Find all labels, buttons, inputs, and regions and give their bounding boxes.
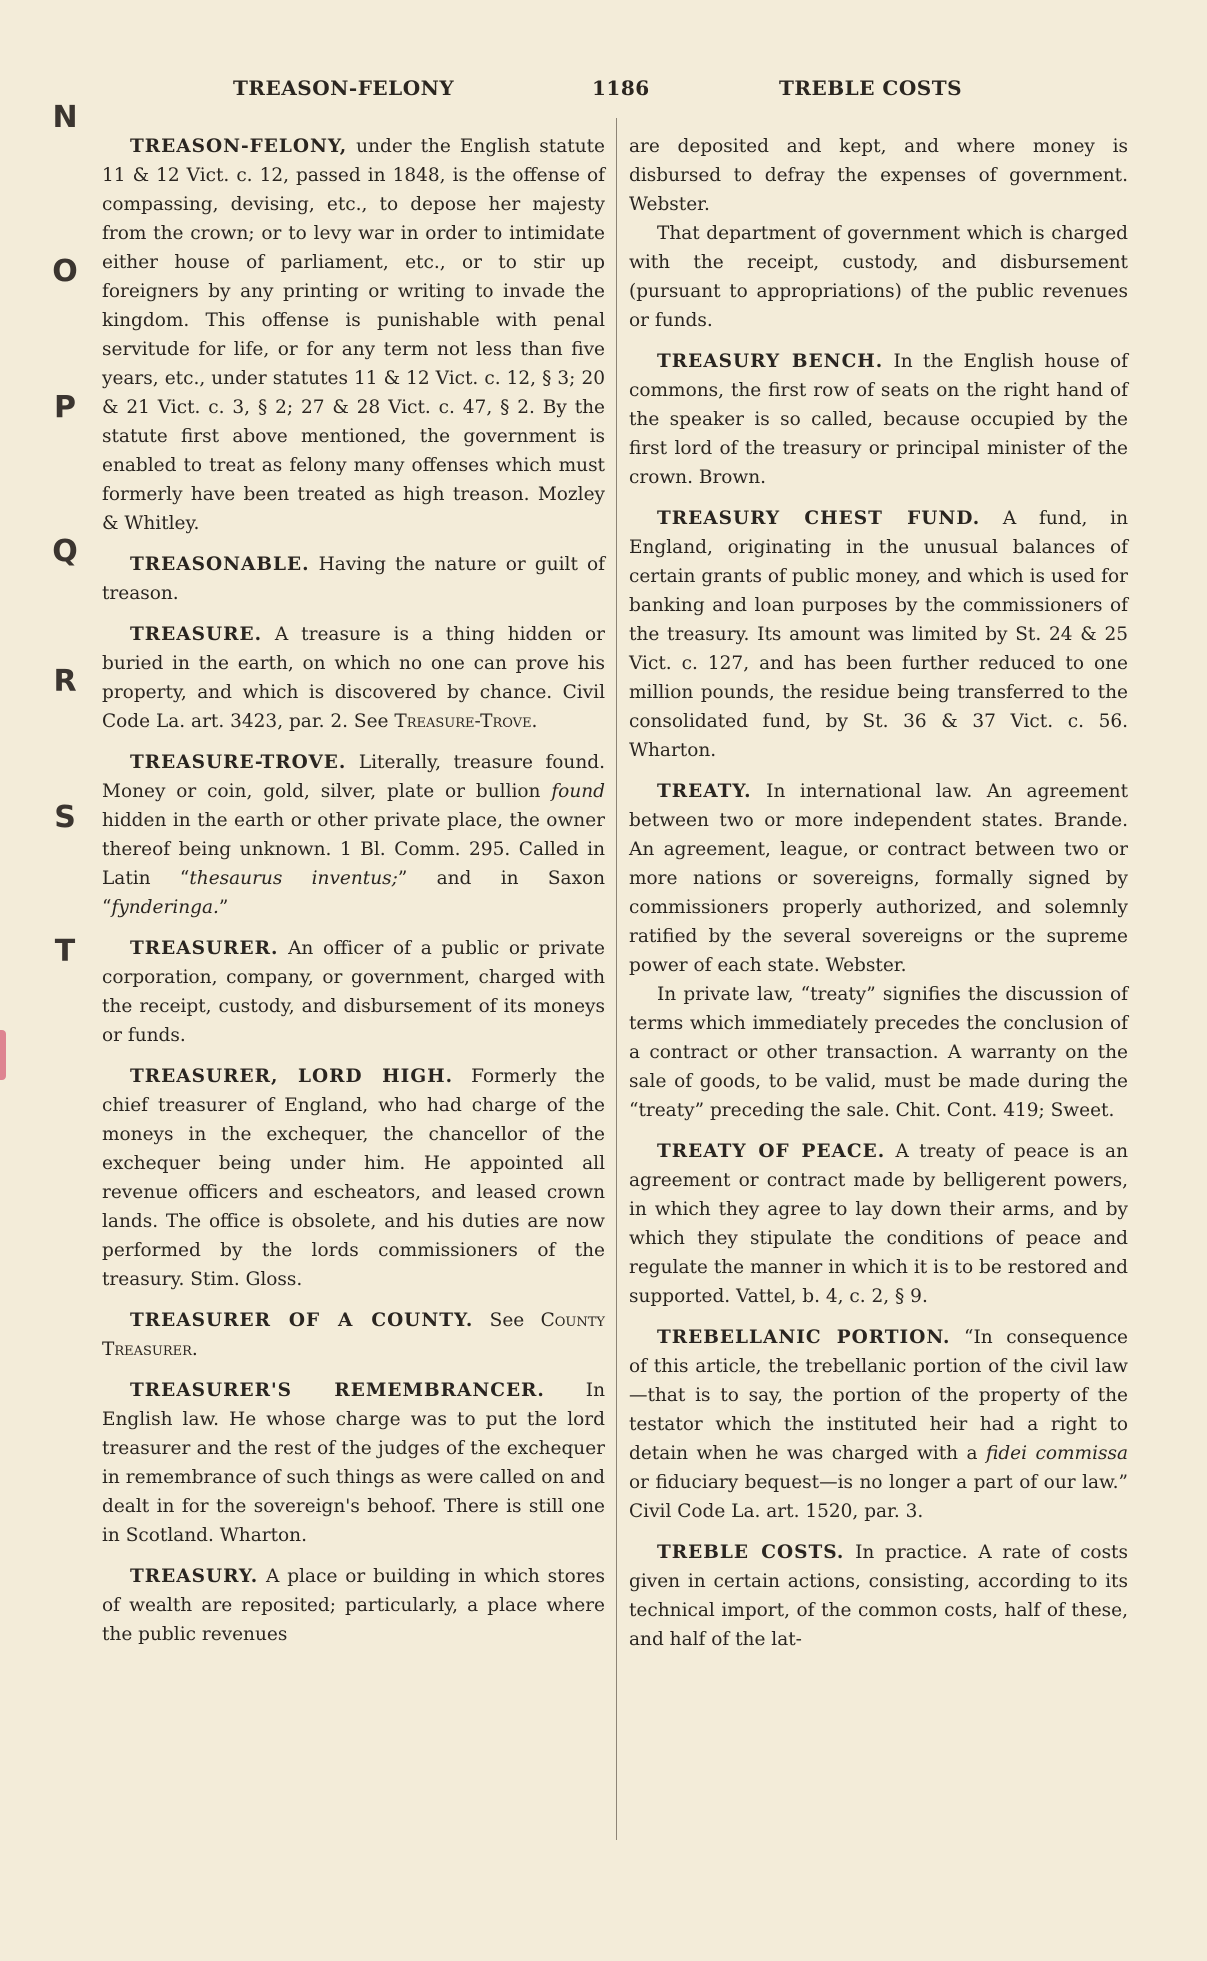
entry-treasonable [102, 550, 605, 608]
entry-text: In international law. An agreement between two or more independent states. Brande. An agreement, league, or contract between two or more nations or sovereigns, formally signed by commissioners properly authorized, and solemnly ratified by the several sovereigns or the supreme power of each state. Webster. [629, 781, 1128, 976]
entry-headword: TREASURE. [130, 624, 263, 645]
entry-text: See [473, 1310, 541, 1331]
cross-reference: County Treasurer. [102, 1310, 605, 1360]
thumb-letter-q: Q [52, 534, 78, 569]
entry-headword: TREASON-FELONY, [130, 136, 348, 157]
entry-headword: TREASURY. [130, 1566, 259, 1587]
cross-reference: Treasure-Trove. [394, 711, 538, 732]
entry-trebellanic-portion [629, 1323, 1128, 1526]
entry-italic: found [551, 781, 605, 802]
thumb-letter-n: N [52, 100, 78, 135]
entry-headword: TREATY. [657, 781, 752, 802]
entry-text: A place or building in which stores of wealth are reposited; particularly, a place where the public revenues [102, 1566, 605, 1645]
thumb-letter-s: S [54, 800, 76, 835]
entry-treasure [102, 620, 605, 736]
entry-text: Literally, treasure found. Money or coin, gold, silver, plate or bullion [102, 752, 605, 802]
entry-text: ” [218, 897, 229, 918]
entry-headword: TREASURER'S REMEMBRANCER. [130, 1380, 545, 1401]
entry-headword: TREASURER, LORD HIGH. [130, 1066, 454, 1087]
right-column [629, 132, 1128, 1666]
entry-treble-costs [629, 1538, 1128, 1654]
entry-treasurer-of-a-county [102, 1306, 605, 1364]
thumb-letter-p: P [54, 390, 76, 425]
entry-italic: fynderinga. [111, 897, 219, 918]
entry-text: A fund, in England, originating in the unusual balances of certain grants of public money, and which is used for banking and loan purposes by the commissioners of the treasury. Its amount was limited by St. 24 & 25 Vict. c. 127, and has been further reduced to one million pounds, the residue being transferred to the consolidated fund, by St. 36 & 37 Vict. c. 56. Wharton. [629, 508, 1128, 761]
entry-headword: TREASURY CHEST FUND. [657, 508, 981, 529]
entry-paragraph: That department of government which is charged with the receipt, custody, and disbursement (pursuant to appropriations) of the public revenues or funds. [629, 223, 1128, 331]
entry-italic: fidei commissa [985, 1443, 1128, 1464]
entry-treasury-bench [629, 347, 1128, 492]
entry-treasury-continued [629, 132, 1128, 335]
entry-text: are deposited and kept, and where money is disbursed to defray the expenses of government. Webster. [629, 136, 1128, 215]
entry-treasure-trove [102, 748, 605, 922]
column-divider [616, 118, 617, 1840]
entry-headword: TREASONABLE. [130, 554, 310, 575]
thumb-letter-t: T [54, 934, 76, 969]
entry-text: ” and in Saxon “ [102, 868, 606, 918]
entry-headword: TREASURY BENCH. [657, 351, 884, 372]
entry-text: An officer of a public or private corporation, company, or government, charged with the receipt, custody, and disbursement of its moneys or funds. [102, 938, 605, 1046]
entry-italic: thesaurus inventus; [189, 868, 398, 889]
running-header [0, 76, 1207, 106]
entry-headword: TREASURER OF A COUNTY. [130, 1310, 474, 1331]
page-tab-mark [0, 1030, 6, 1080]
entry-text: Formerly the chief treasurer of England, who had charge of the moneys in the exchequer, the chancellor of the exchequer being under him. He appointed all revenue officers and escheators, and leased crown lands. The office is obsolete, and his duties are now performed by the lords commissioners of the treasury. Stim. Gloss. [102, 1066, 605, 1290]
entry-text: hidden in the earth or other private place, the owner thereof being unknown. 1 Bl. Comm. 295. Called in Latin “ [102, 810, 605, 889]
page-number: 1186 [592, 76, 650, 100]
entry-treasurer [102, 934, 605, 1050]
entry-treaty-of-peace [629, 1137, 1128, 1311]
entry-text: or fiduciary bequest—is no longer a part of our law.” Civil Code La. art. 1520, par. 3. [629, 1472, 1128, 1522]
entry-treasurer-lord-high [102, 1062, 605, 1294]
entry-headword: TREASURER. [130, 938, 279, 959]
thumb-letter-o: O [52, 254, 78, 289]
header-left-term: TREASON-FELONY [233, 76, 455, 100]
header-right-term: TREBLE COSTS [779, 76, 963, 100]
entry-headword: TREBLE COSTS. [657, 1542, 845, 1563]
entry-headword: TREASURE-TROVE. [130, 752, 347, 773]
thumb-letter-r: R [53, 664, 77, 699]
entry-paragraph: In private law, “treaty” signifies the discussion of terms which immediately precedes the conclusion of a contract or other transaction. A warranty on the sale of goods, to be valid, must be made during the “treaty” preceding the sale. Chit. Cont. 419; Sweet. [629, 984, 1128, 1121]
entry-text: “In consequence of this article, the trebellanic portion of the civil law—that is to say, the portion of the property of the testator which the instituted heir had a right to detain when he was charged with a [629, 1327, 1128, 1464]
entry-treason-felony [102, 132, 605, 538]
entry-headword: TREBELLANIC PORTION. [657, 1327, 951, 1348]
entry-text: A treaty of peace is an agreement or contract made by belligerent powers, in which they agree to lay down their arms, and by which they stipulate the conditions of peace and regulate the manner in which it is to be restored and supported. Vattel, b. 4, c. 2, § 9. [629, 1141, 1128, 1307]
entry-text: under the English statute 11 & 12 Vict. c. 12, passed in 1848, is the offense of compassing, devising, etc., to depose her majesty from the crown; or to levy war in order to intimidate either house of parliament, etc., or to stir up foreigners by any printing or writing to invade the kingdom. This offense is punishable with penal servitude for life, or for any term not less than five years, etc., under statutes 11 & 12 Vict. c. 12, § 3; 20 & 21 Vict. c. 3, § 2; 27 & 28 Vict. c. 47, § 2. By the statute first above mentioned, the government is enabled to treat as felony many offenses which must formerly have been treated as high treason. Mozley & Whitley. [102, 136, 605, 534]
entry-text: Having the nature or guilt of treason. [102, 554, 605, 604]
entry-treasurers-remembrancer [102, 1376, 605, 1550]
entry-text: A treasure is a thing hidden or buried in the earth, on which no one can prove his property, and which is discovered by chance. Civil Code La. art. 3423, par. 2. See [102, 624, 605, 732]
entry-treasury-chest-fund [629, 504, 1128, 765]
entry-text: In the English house of commons, the first row of seats on the right hand of the speaker is so called, because occupied by the first lord of the treasury or principal minister of the crown. Brown. [629, 351, 1128, 488]
entry-text: In practice. A rate of costs given in certain actions, consisting, according to its technical import, of the common costs, half of these, and half of the lat- [629, 1542, 1128, 1650]
entry-treaty [629, 777, 1128, 1125]
left-column [102, 132, 605, 1661]
entry-treasury [102, 1562, 605, 1649]
entry-text: In English law. He whose charge was to put the lord treasurer and the rest of the judges of the exchequer in remembrance of such things as were called on and dealt in for the sovereign's behoof. There is still one in Scotland. Wharton. [102, 1380, 605, 1546]
entry-headword: TREATY OF PEACE. [657, 1141, 886, 1162]
